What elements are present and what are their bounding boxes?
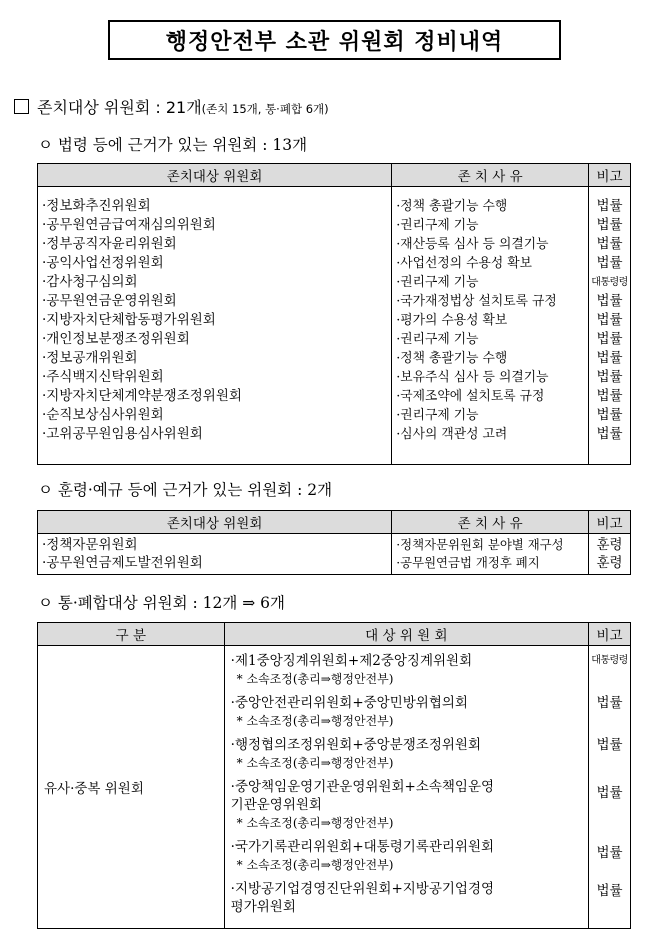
group-line: ·중앙안전관리위원회+중앙민방위협의회 [230, 695, 468, 711]
list-item: ·주식백지신탁위원회 [42, 369, 164, 385]
list-item: ·감사청구심의회 [42, 274, 138, 290]
table-header-row [38, 623, 631, 646]
category-cell: 유사·중복 위원회 [38, 646, 225, 929]
table-row [38, 187, 631, 465]
list-item: ·지방자치단체합동평가위원회 [42, 312, 216, 328]
col-header: 대 상 위 원 회 [224, 623, 588, 646]
merge-group [231, 880, 588, 916]
section3-table [37, 622, 631, 929]
remark-list [589, 646, 631, 929]
merge-group [231, 736, 588, 772]
list-item: 법률 [596, 217, 623, 233]
section2-heading: ㅇ 훈령·예규 등에 근거가 있는 위원회 : 2개 [38, 481, 333, 499]
group-line: ·국가기록관리위원회+대통령기록관리위원회 [230, 839, 495, 855]
table-row [38, 534, 631, 575]
col-header: 비고 [589, 164, 631, 187]
list-item: ·평가의 수용성 확보 [396, 313, 508, 328]
list-item: 훈령 [596, 555, 623, 571]
list-item: 법률 [596, 331, 623, 347]
group-note: * 소속조정(총리⇒행정안전부) [236, 672, 394, 686]
list-item: ·권리구제 기능 [396, 275, 479, 290]
summary-detail: (존치 15개, 통·폐합 6개) [201, 102, 329, 116]
group-line: ·지방공기업경영진단위원회+지방공기업경영 [230, 881, 495, 897]
list-item: 대통령령 [591, 655, 628, 666]
list-item: ·개인정보분쟁조정위원회 [42, 331, 190, 347]
list-item: 법률 [596, 236, 623, 252]
summary-main: 존치대상 위원회 : 21개 [37, 98, 202, 117]
list-item: 법률 [596, 198, 623, 214]
list-item: 법률 [596, 785, 623, 801]
merge-group [231, 838, 588, 874]
remark-list [589, 534, 631, 575]
merge-group [231, 694, 588, 730]
group-line: 기관운영위원회 [230, 797, 322, 813]
group-line: ·중앙책임운영기관운영위원회+소속책임운영 [230, 779, 495, 795]
group-note: * 소속조정(총리⇒행정안전부) [236, 816, 394, 830]
group-line: 평가위원회 [230, 899, 296, 915]
col-header: 존치대상 위원회 [38, 164, 392, 187]
list-item: ·정책자문위원회 [42, 537, 138, 553]
list-item: ·정책 총괄기능 수행 [396, 351, 508, 366]
col-header: 비고 [589, 623, 631, 646]
list-item: ·정보공개위원회 [42, 350, 138, 366]
list-item: ·공무원연금법 개정후 폐지 [396, 555, 540, 570]
merge-group [231, 652, 588, 688]
col-header: 존 치 사 유 [392, 511, 589, 534]
table-header-row [38, 511, 631, 534]
list-item: ·정부공직자윤리위원회 [42, 236, 177, 252]
remark-list [589, 187, 631, 465]
group-note: * 소속조정(총리⇒행정안전부) [236, 858, 394, 872]
list-item: 법률 [596, 293, 623, 309]
list-item: ·심사의 객관성 고려 [396, 427, 508, 442]
list-item: 법률 [596, 407, 623, 423]
list-item: 법률 [596, 426, 623, 442]
list-item: 법률 [596, 737, 623, 753]
list-item: 법률 [596, 695, 623, 711]
list-item: ·공익사업선정위원회 [42, 255, 164, 271]
committee-list [38, 187, 392, 465]
list-item: ·정보화추진위원회 [42, 198, 151, 214]
committee-list [38, 534, 392, 575]
list-item: 법률 [596, 388, 623, 404]
list-item: ·공무원연금급여재심의위원회 [42, 217, 216, 233]
checkbox-square-icon [14, 99, 29, 114]
list-item: ·권리구제 기능 [396, 218, 479, 233]
summary-heading [14, 95, 329, 118]
table-row [38, 646, 631, 929]
list-item: ·순직보상심사위원회 [42, 407, 164, 423]
page-title: 행정안전부 소관 위원회 정비내역 [108, 20, 561, 60]
list-item: 법률 [596, 845, 623, 861]
list-item: ·재산등록 심사 등 의결기능 [396, 237, 549, 252]
list-item: 훈령 [596, 537, 623, 553]
list-item: ·고위공무원임용심사위원회 [42, 426, 203, 442]
list-item: ·지방자치단체계약분쟁조정위원회 [42, 388, 242, 404]
group-line: ·제1중앙징계위원회+제2중앙징계위원회 [230, 653, 473, 669]
col-header: 구 분 [38, 623, 225, 646]
reason-list [392, 534, 589, 575]
group-note: * 소속조정(총리⇒행정안전부) [236, 756, 394, 770]
list-item: ·보유주식 심사 등 의결기능 [396, 370, 549, 385]
reason-list [392, 187, 589, 465]
list-item: 법률 [596, 369, 623, 385]
list-item: 법률 [596, 883, 623, 899]
list-item: 법률 [596, 350, 623, 366]
section1-heading: ㅇ 법령 등에 근거가 있는 위원회 : 13개 [38, 136, 308, 154]
col-header: 존 치 사 유 [392, 164, 589, 187]
section3-heading: ㅇ 통·폐합대상 위원회 : 12개 ⇒ 6개 [38, 594, 285, 612]
list-item: ·권리구제 기능 [396, 408, 479, 423]
list-item: ·국가재정법상 설치토록 규정 [396, 294, 557, 309]
list-item: ·공무원연금운영위원회 [42, 293, 177, 309]
col-header: 비고 [589, 511, 631, 534]
list-item: ·국제조약에 설치토록 규정 [396, 389, 545, 404]
group-line: ·행정협의조정위원회+중앙분쟁조정위원회 [230, 737, 482, 753]
list-item: ·정책자문위원회 분야별 재구성 [396, 537, 564, 552]
list-item: ·공무원연금제도발전위원회 [42, 555, 203, 571]
table-header-row [38, 164, 631, 187]
list-item: 법률 [596, 255, 623, 271]
section1-table [37, 163, 631, 465]
list-item: ·정책 총괄기능 수행 [396, 199, 508, 214]
list-item: 대통령령 [591, 277, 628, 288]
group-note: * 소속조정(총리⇒행정안전부) [236, 714, 394, 728]
list-item: 법률 [596, 312, 623, 328]
list-item: ·사업선정의 수용성 확보 [396, 256, 533, 271]
merge-group [231, 778, 588, 832]
section2-table [37, 510, 631, 575]
col-header: 존치대상 위원회 [38, 511, 392, 534]
list-item: ·권리구제 기능 [396, 332, 479, 347]
merge-group-list [224, 646, 588, 929]
